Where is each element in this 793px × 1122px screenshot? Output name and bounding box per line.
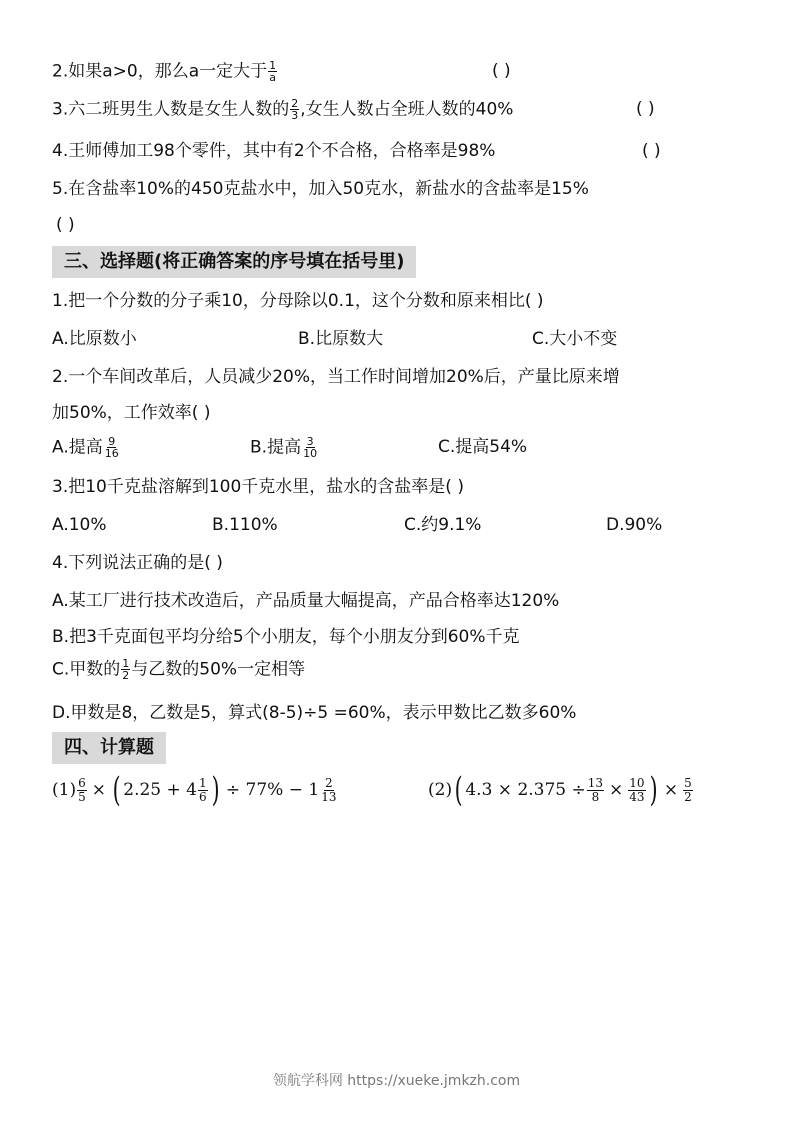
option-b[interactable]: B.把3千克面包平均分给5个小朋友，每个小朋友分到60%千克 [52,627,520,647]
left-paren: ( [112,770,121,810]
fraction: $\frac{10}{43}$ [629,775,645,804]
fraction: $\frac{6}{5}$ [78,775,86,804]
option-b[interactable]: B.110% [212,515,278,535]
option-a[interactable]: A.10% [52,515,107,535]
fraction: $\frac{1}{a}$ [269,59,277,84]
option-a[interactable]: A.提高 $\frac{9}{16}$ [52,435,119,460]
fraction: $\frac{9}{16}$ [104,435,119,460]
option-b[interactable]: B.提高 $\frac{3}{10}$ [250,435,318,460]
left-paren: ( [454,770,463,810]
judge-q5: 5.在含盐率10%的450克盐水中，加入50克水，新盐水的含盐率是15% [52,179,589,199]
judge-q4: 4.王师傅加工98个零件，其中有2个不合格，合格率是98% [52,141,496,161]
option-c[interactable]: C.甲数的 $\frac{1}{2}$ 与乙数的50%一定相等 [52,657,306,682]
fraction: $\frac{3}{10}$ [303,435,318,460]
option-c[interactable]: C.大小不变 [532,329,618,349]
option-d[interactable]: D.90% [606,515,663,535]
option-d[interactable]: D.甲数是8，乙数是5，算式(8-5)÷5 =60%，表示甲数比乙数多60% [52,703,577,723]
fraction: $\frac{2}{3}$ [291,97,299,122]
option-a[interactable]: A.比原数小 [52,329,137,349]
fraction: $\frac{1}{6}$ [198,775,207,804]
answer-paren[interactable]: ( ) [636,99,655,119]
right-paren: ) [649,770,658,810]
right-paren: ) [211,770,220,810]
answer-paren[interactable]: ( ) [56,215,75,235]
fraction: $\frac{1}{2}$ [122,657,130,682]
section-title-choice: 三、选择题(将正确答案的序号填在括号里) [52,246,416,278]
fraction: $\frac{13}{8}$ [587,775,604,804]
option-c[interactable]: C.约9.1% [404,515,482,535]
calc-expression-1: (1) $\frac{6}{5}$ × ( 2.25 + 4 $\frac{1}{6}$ ) ÷ 77% − 1 $\frac{2}{13}$ [52,770,337,810]
choice-q4: 4.下列说法正确的是( ) [52,553,223,573]
option-c[interactable]: C.提高54% [438,437,528,457]
judge-q3: 3.六二班男生人数是女生人数的 $\frac{2}{3}$ ,女生人数占全班人数的40% [52,97,514,122]
answer-paren[interactable]: ( ) [642,141,661,161]
choice-q1: 1.把一个分数的分子乘10，分母除以0.1，这个分数和原来相比( ) [52,291,544,311]
answer-paren[interactable]: ( ) [492,61,511,81]
fraction: $\frac{2}{13}$ [321,775,337,804]
section-title-calc: 四、计算题 [52,732,166,764]
footer-watermark: 领航学科网 https://xueke.jmkzh.com [272,1073,521,1089]
judge-q2: 2.如果a>0，那么a一定大于 $\frac{1}{a}$ [52,59,277,84]
option-a[interactable]: A.某工厂进行技术改造后，产品质量大幅提高，产品合格率达120% [52,591,560,611]
calc-expression-2: (2) ( 4.3 × 2.375 ÷ $\frac{13}{8}$ × $\frac{10}{43}$ ) × $\frac{5}{2}$ [428,770,692,810]
fraction: $\frac{5}{2}$ [684,775,692,804]
choice-q3: 3.把10千克盐溶解到100千克水里，盐水的含盐率是( ) [52,477,464,497]
choice-q2-line1: 2.一个车间改革后，人员减少20%，当工作时间增加20%后，产量比原来增 [52,367,620,387]
option-b[interactable]: B.比原数大 [298,329,384,349]
choice-q2-line2: 加50%，工作效率( ) [52,403,211,423]
